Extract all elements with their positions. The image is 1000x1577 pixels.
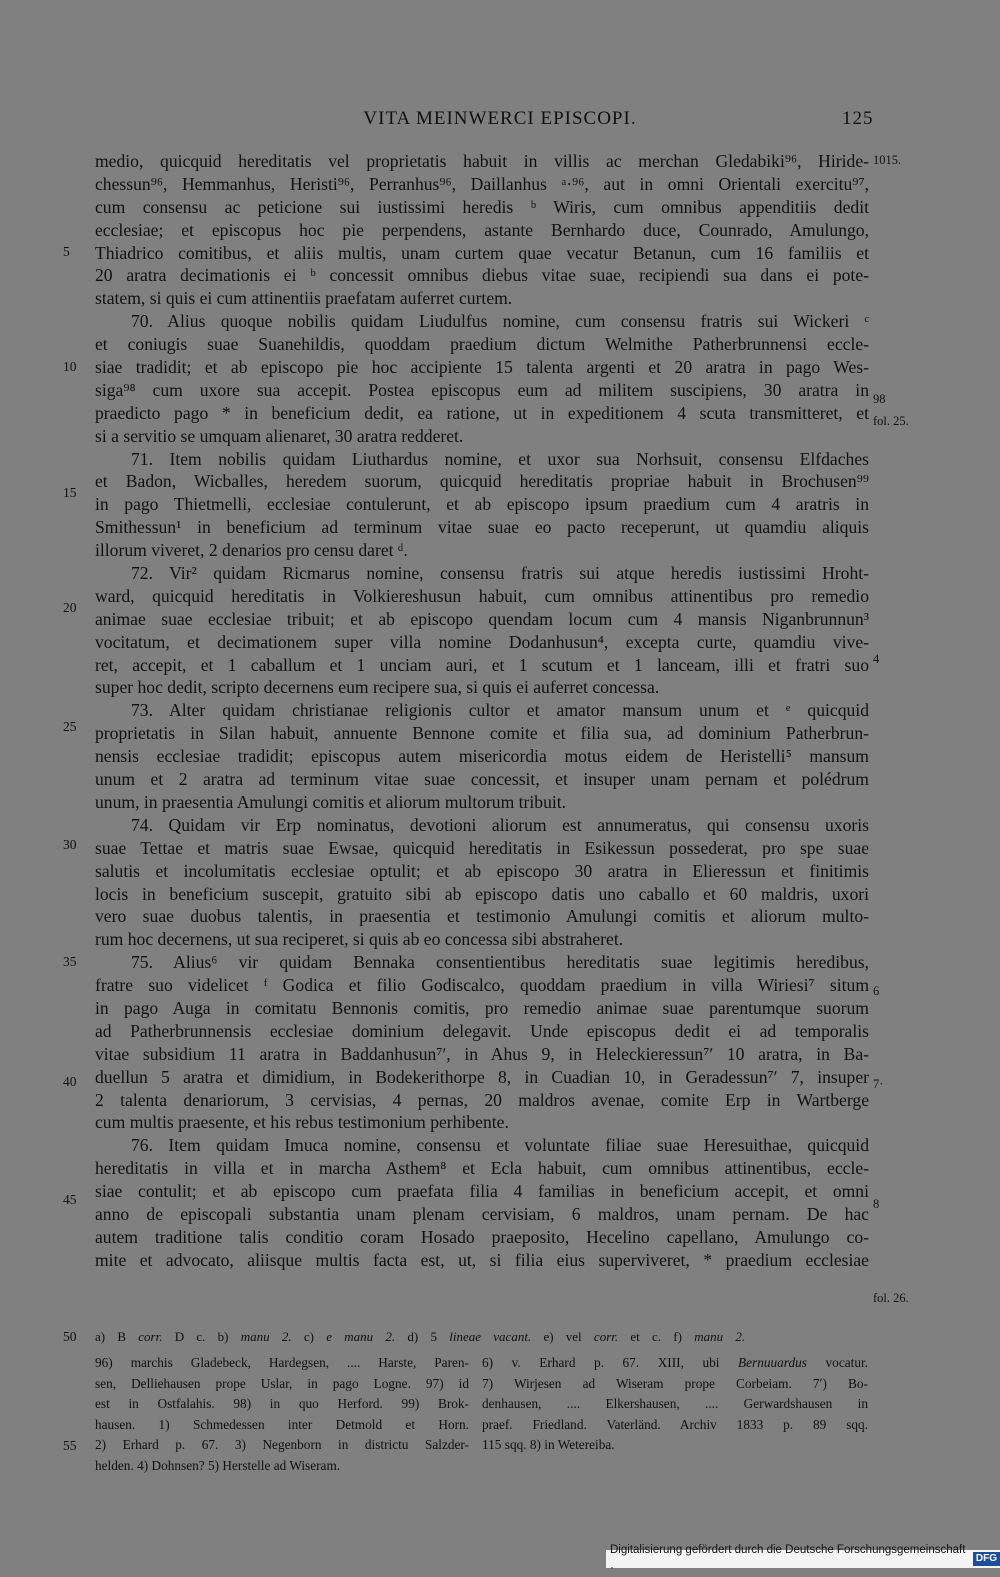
margin-note: fol. 25. — [873, 414, 909, 428]
footnote-line: 96) marchis Gladebeck, Hardegsen, .... Harste, Paren- — [95, 1355, 469, 1370]
variant-note-a: a) B corr. D c. — [95, 1329, 206, 1344]
footnote-line: sen, Delliehausen prope Uslar, in pago Logne. 97) id — [95, 1375, 469, 1391]
text-line: in pago Thietmelli, ecclesiae contulerunt, et ab episcopo ipsum praedium cum 4 aratris in — [95, 494, 869, 515]
text-line: super hoc dedit, scripto decernens eum recipere sua, si quis ei auferret concessa. — [95, 677, 660, 698]
text-line: siae tradidit; et ab episcopo pie hoc accipiente 15 talenta argenti et 20 aratra in pago Wes- — [95, 357, 869, 378]
main-text — [95, 150, 869, 1272]
text-line: siga⁹⁸ cum uxore sua accepit. Postea episcopus eum ad militem suscipiens, 30 aratra in — [95, 379, 869, 400]
footnote-line: 2) Erhard p. 67. 3) Negenborn in districtu Salzder- — [95, 1437, 469, 1452]
text-line: siae contulit; et ab episcopo cum praefata filia 4 familias in beneficium accepit, et omni — [95, 1181, 869, 1202]
line-number: 35 — [63, 954, 77, 969]
line-number: 25 — [63, 719, 77, 734]
footnote-line: denhausen, .... Elkershausen, .... Gerwardshausen in — [482, 1396, 868, 1411]
text-line: illorum viveret, 2 denarios pro censu daret ᵈ. — [95, 540, 408, 561]
variant-note-b: b) manu 2. — [217, 1329, 292, 1344]
footnote-line: 115 sqq. 8) in Wetereiba. — [482, 1437, 615, 1452]
line-number: 45 — [63, 1192, 77, 1207]
line-number: 30 — [63, 837, 77, 852]
text-line: et Badon, Wicballes, heredem suorum, quicquid hereditatis propriae habuit in Brochusen⁹⁹ — [95, 471, 869, 492]
text-line: anno de episcopali substantia unam plenam cervisiam, 6 maldros, unam pernam. De hac — [95, 1203, 869, 1224]
margin-note: 8 — [873, 1197, 880, 1211]
text-line: 70. Alius quoque nobilis quidam Liudulfus nomine, cum consensu fratris sui Wickeri ᶜ — [131, 311, 869, 332]
variant-note-e: e) vel corr. et c. — [543, 1329, 662, 1344]
variant-note-f: f) manu 2. — [673, 1329, 746, 1344]
text-line: cum consensu ac peticione sui iustissimi heredis ᵇ Wiris, cum omnibus appenditiis dedit — [95, 196, 869, 217]
line-number: 10 — [63, 359, 77, 374]
text-line: hereditatis in villa et in marcha Asthem⁸ et Ecla habuit, cum omnibus attinentibus, eccle- — [95, 1158, 869, 1179]
text-line: 74. Quidam vir Erp nominatus, devotioni aliorum est annumeratus, qui consensu uxoris — [131, 814, 869, 835]
running-title: VITA MEINWERCI EPISCOPI. — [363, 108, 637, 129]
margin-note: 98 — [873, 392, 886, 406]
text-line: duellun 5 aratra et dimidium, in Bodekerithorpe 8, in Cuadian 10, in Geradessun⁷ʹ 7, insuper — [95, 1066, 869, 1087]
text-line: Thiadrico comitibus, et aliis multis, unam curtem quae vecatur Betanun, cum 16 familiis et — [95, 242, 869, 263]
margin-note: 6 — [873, 984, 880, 998]
text-line: unum et 2 aratra ad terminum vitae suae concessit, et insuper unam pernam et polédrum — [95, 769, 869, 790]
line-number: 55 — [63, 1438, 77, 1453]
footnote-line: 7) Wirjesen ad Wiseram prope Corbeiam. 7ʹ) Bo- — [482, 1375, 868, 1391]
line-number: 50 — [63, 1329, 77, 1344]
text-line: 2 talenta denariorum, 3 cervisias, 4 pernas, 20 maldros avenae, comite Erp in Wartberge — [95, 1089, 869, 1110]
variant-note-d: d) 5 lineae vacant. — [407, 1329, 532, 1344]
dfg-logo: DFG — [973, 1552, 1000, 1566]
line-number: 20 — [63, 600, 77, 615]
text-line: locis in beneficium suscepit, gratuito sibi ab episcopo datis uno caballo et 60 maldris, uxori — [95, 883, 869, 904]
text-line: 73. Alter quidam christianae religionis cultor et amator mansum unum et ᵉ quicquid — [131, 700, 869, 721]
variant-notes — [95, 1327, 885, 1347]
margin-note: fol. 26. — [873, 1291, 909, 1305]
text-line: statem, si quis ei cum attinentiis praefatam auferret curtem. — [95, 288, 513, 309]
text-line: in pago Auga in comitatu Bennonis comitis, pro remedio animae suae parentumque suorum — [95, 997, 869, 1018]
text-line: vitae subsidium 11 aratra in Baddanhusun⁷ʹ, in Ahus 9, in Heleckieressun⁷ʹ 10 aratra, in Ba- — [95, 1043, 869, 1064]
footnote-line: hausen. 1) Schmedessen inter Detmold et Horn. — [95, 1416, 469, 1432]
text-line: animae suae ecclesiae tribuit; et ab episcopo quendam locum cum 4 mansis Niganbrunnun³ — [95, 608, 869, 629]
text-line: 76. Item quidam Imuca nomine, consensu et voluntate filiae suae Heresuithae, quicquid — [131, 1135, 869, 1156]
text-line: 72. Vir² quidam Ricmarus nomine, consensu fratris sui atque heredis iustissimi Hroht- — [131, 563, 869, 584]
text-line: medio, quicquid hereditatis vel proprietatis habuit in villis ac merchan Gledabiki⁹⁶, Hiride- — [95, 151, 869, 171]
footnotes-right-column — [482, 1353, 868, 1456]
variant-note-c: c) e manu 2. — [303, 1329, 396, 1344]
footnote-line: est in Ostfalahis. 98) in quo Herford. 99) Brok- — [95, 1396, 469, 1411]
text-line: mite et advocato, aliisque multis facta est, ut, si filia eius superviveret, * praedium ecclesiae — [95, 1249, 869, 1270]
line-number: 15 — [63, 485, 77, 500]
text-line: ecclesiae; et episcopus hoc pie perpendens, astante Bernhardo duce, Counrado, Amulungo, — [95, 219, 869, 240]
page-number: 125 — [842, 108, 874, 129]
text-line: unum, in praesentia Amulungi comitis et aliorum multorum tribuit. — [95, 791, 567, 812]
text-line: 75. Alius⁶ vir quidam Bennaka consentientibus hereditatis suae legitimis heredibus, — [131, 952, 869, 973]
footnotes-left-column — [95, 1353, 469, 1476]
text-line: salutis et incolumitatis ecclesiae optulit; et ab episcopo 30 aratra in Elieressun et finitimis — [95, 860, 869, 881]
text-line: ret, accepit, et 1 caballum et 1 unciam auri, et 1 scutum et 1 lanceam, illi et fratri suo — [95, 654, 869, 675]
text-line: 20 aratra decimationis ei ᵇ concessit omnibus diebus vitae suae, recipiendi sua dans ei pote- — [95, 265, 869, 286]
text-line: proprietatis in Silan habuit, annuente Bennone comite et filia sua, ad dominium Patherbrun- — [95, 723, 869, 744]
footnote-line: praef. Friedland. Vaterländ. Archiv 1833 p. 89 sqq. — [482, 1416, 868, 1432]
footnote-line: helden. 4) Dohnsen? 5) Herstelle ad Wiseram. — [95, 1457, 341, 1473]
margin-note: 4 — [873, 652, 880, 666]
text-line: ward, quicquid hereditatis in Volkiereshusun habuit, cum omnibus attinentibus pro remedio — [95, 585, 869, 606]
footer-text: Digitalisierung gefördert durch die Deutsche Forschungsgemeinschaft · — [610, 1544, 966, 1574]
text-line: Smithessun¹ in beneficium ad terminum vitae suae eo pacto receperunt, ut quamdiu aliquis — [95, 517, 869, 538]
text-line: vocitatum, et decimationem super villa nomine Dodanhusun⁴, excepta curte, quamdiu vive- — [95, 631, 869, 652]
text-line: chessun⁹⁶, Hemmanhus, Heristi⁹⁶, Perranhus⁹⁶, Daillanhus ᵃ·⁹⁶, aut in omni Orientali exercitu⁹⁷, — [95, 173, 869, 194]
text-line: fratre suo videlicet ᶠ Godica et filio Godiscalco, quoddam praedium in villa Wiriesi⁷ situm — [95, 975, 869, 996]
text-line: si a servitio se umquam alienaret, 30 aratra redderet. — [95, 425, 464, 446]
line-number: 5 — [63, 244, 70, 259]
line-number: 40 — [63, 1074, 77, 1089]
footnote-line: 6) v. Erhard p. 67. XIII, ubi Bernuuardus vocatur. — [482, 1355, 868, 1370]
text-line: vero suae duobus talentis, in praesentia et testimonio Amulungi comitis et aliorum multo- — [95, 906, 869, 927]
text-line: nensis ecclesiae tradidit; episcopus autem misericordia motus eidem de Heristelli⁵ mansum — [95, 746, 869, 767]
margin-note: 7· — [873, 1077, 884, 1091]
text-line: praedicto pago * in beneficium dedit, ea ratione, ut in expeditionem 4 scuta transmitteret, et — [95, 402, 869, 423]
text-line: rum hoc decernens, ut sua reciperet, si quis ab eo concessa sibi abstraheret. — [95, 929, 624, 950]
text-line: cum multis praesente, et his rebus testimonium perhibente. — [95, 1112, 509, 1133]
margin-note: 1015. — [873, 153, 902, 167]
text-line: 71. Item nobilis quidam Liuthardus nomine, et uxor sua Norhsuit, consensu Elfdaches — [131, 448, 869, 469]
text-line: suae Tettae et matris suae Ewsae, quicquid hereditatis in Esikessun possederat, pro spe suae — [95, 837, 869, 858]
text-line: autem traditione talis conditio coram Hosado praeposito, Hecelino capellano, Amulungo co- — [95, 1226, 869, 1247]
text-line: ad Patherbrunnensis ecclesiae dominium delegavit. Unde episcopus dedit ei ad temporalis — [95, 1020, 869, 1041]
text-line: et coniugis suae Suanehildis, quoddam praedium dictum Welmithe Patherbrunnensi eccle- — [95, 334, 869, 355]
funding-footer — [606, 1544, 1000, 1574]
